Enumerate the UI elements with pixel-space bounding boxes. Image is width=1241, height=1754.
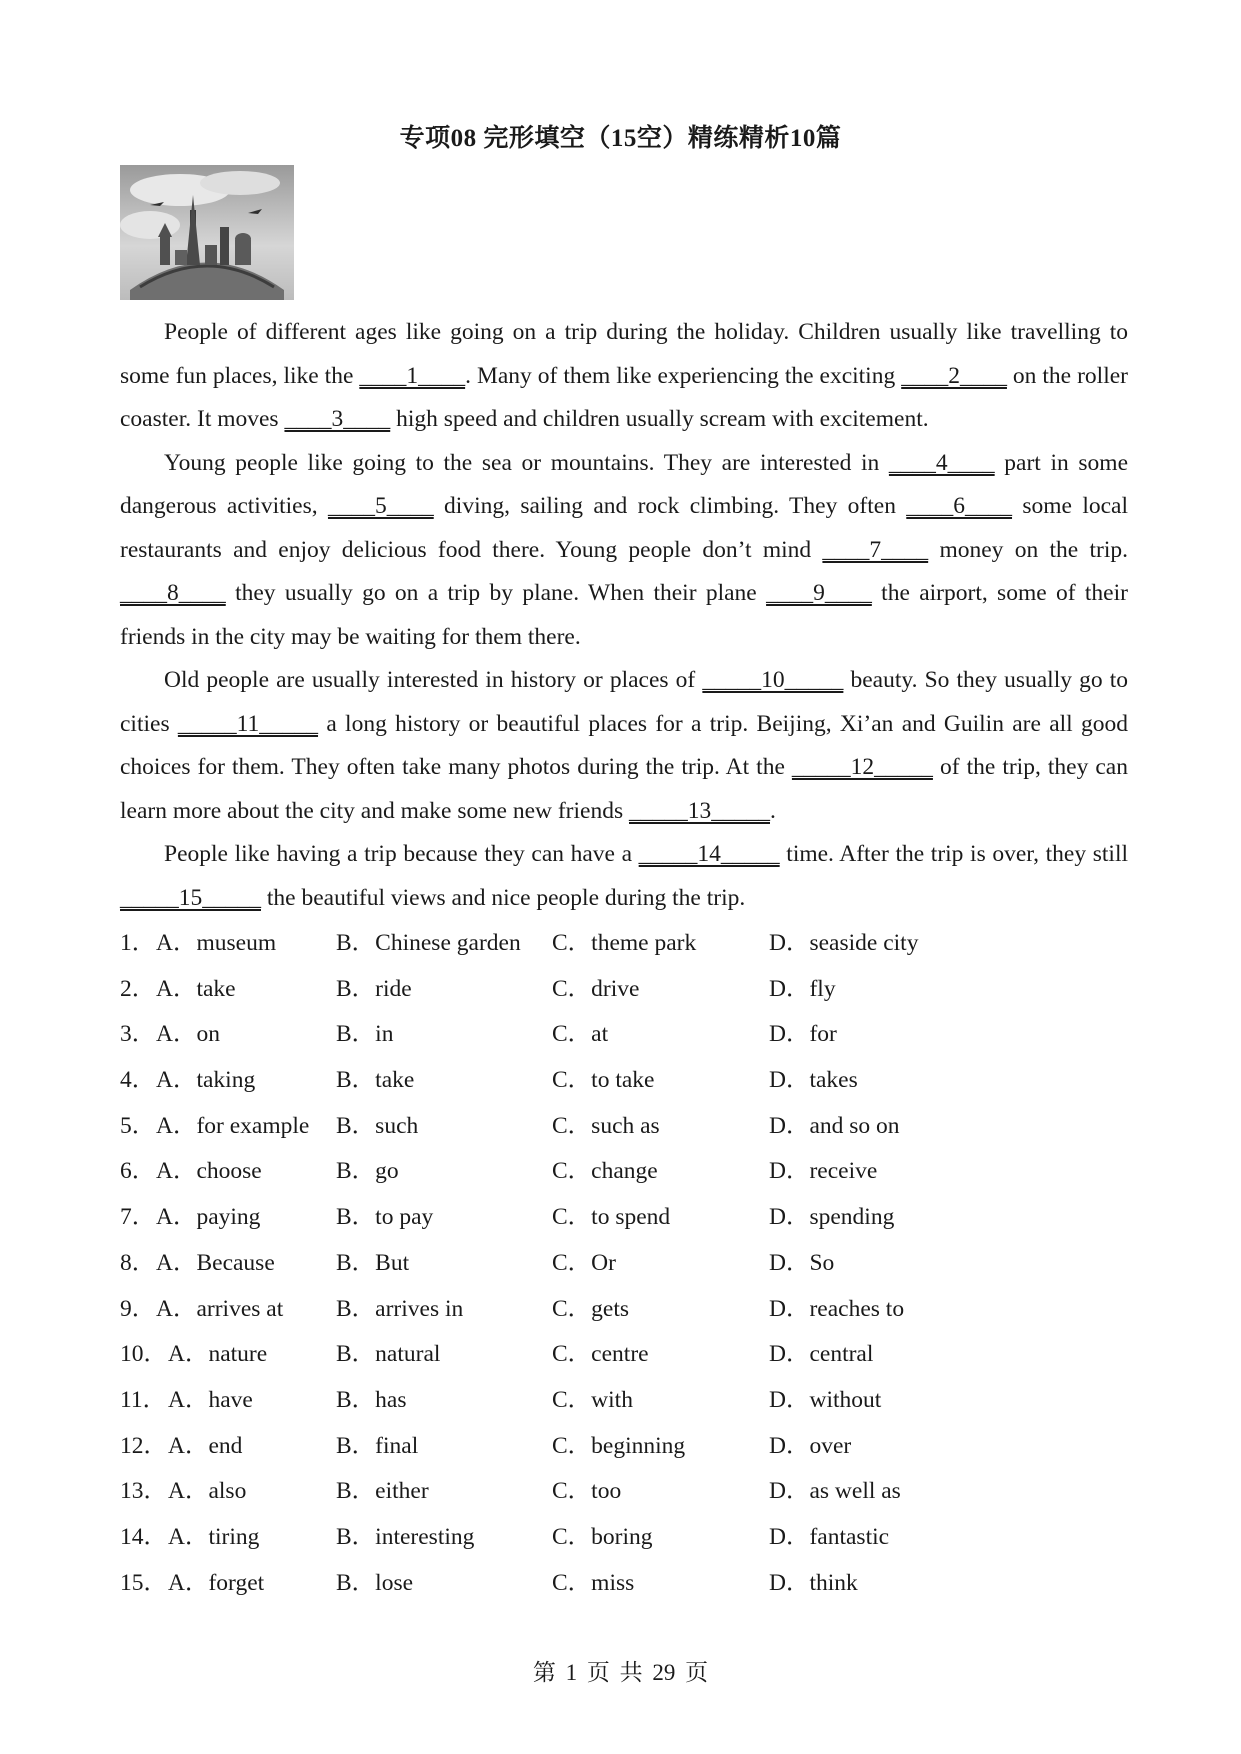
question-number: 13．	[120, 1478, 167, 1505]
option-b[interactable]: B．final	[336, 1432, 419, 1459]
passage-text: time. After the trip is over, they still	[779, 841, 1129, 867]
option-d[interactable]: D．spending	[769, 1204, 895, 1231]
option-b[interactable]: B．in	[336, 1021, 394, 1048]
cloze-blank: _____14_____	[638, 841, 780, 867]
cloze-blank: _____10_____	[702, 667, 844, 693]
question-number: 8．	[120, 1249, 156, 1276]
passage-text: People of different ages like going on a trip during the holiday. Children usually like travelling to some fun places, like the	[120, 319, 1128, 389]
option-c[interactable]: C．at	[552, 1021, 609, 1048]
question-row	[120, 1012, 1128, 1058]
world-landmarks-globe-icon	[120, 165, 294, 300]
option-c[interactable]: C．with	[552, 1386, 633, 1413]
passage-text: People like having a trip because they can have a	[164, 841, 639, 867]
option-a[interactable]: A．on	[156, 1021, 220, 1048]
cloze-blank: ____9____	[766, 580, 872, 606]
option-d[interactable]: D．fantastic	[769, 1523, 890, 1550]
passage-text: Old people are usually interested in history or places of	[164, 667, 703, 693]
question-row	[120, 1195, 1128, 1241]
question-row	[120, 1469, 1128, 1515]
question-row	[120, 1149, 1128, 1195]
question-row	[120, 921, 1128, 967]
option-b[interactable]: B．But	[336, 1249, 410, 1276]
option-d[interactable]: D．reaches to	[769, 1295, 905, 1322]
option-b[interactable]: B．go	[336, 1158, 399, 1185]
cloze-blank: ____7____	[822, 536, 929, 563]
cloze-blank: ____2____	[901, 362, 1007, 389]
question-row	[120, 1378, 1128, 1424]
cloze-blank: _____11_____	[177, 710, 319, 737]
cloze-blank: _____13_____	[629, 797, 770, 824]
question-number: 12．	[120, 1432, 167, 1459]
option-d[interactable]: D．for	[769, 1021, 837, 1048]
option-a[interactable]: A．for example	[156, 1112, 310, 1139]
passage-text: some local restaurants and enjoy delicious food there. Young people don’t mind	[120, 493, 1128, 563]
option-b[interactable]: B．to pay	[336, 1204, 434, 1231]
cloze-blank: ____6____	[906, 493, 1013, 519]
question-row	[120, 1058, 1128, 1104]
option-c[interactable]: C．drive	[552, 975, 640, 1002]
option-a[interactable]: A．arrives at	[156, 1295, 284, 1322]
cloze-blank: ____1____	[359, 362, 466, 389]
passage-paragraph	[120, 442, 1128, 660]
cloze-blank: _____15_____	[120, 884, 261, 911]
question-row	[120, 1515, 1128, 1561]
option-a[interactable]: A．Because	[156, 1249, 275, 1276]
option-b[interactable]: B．such	[336, 1112, 419, 1139]
option-d[interactable]: D．receive	[769, 1158, 878, 1185]
option-c[interactable]: C．to spend	[552, 1204, 671, 1231]
option-c[interactable]: C．gets	[552, 1295, 630, 1322]
passage-text: diving, sailing and rock climbing. They often	[433, 493, 907, 519]
option-b[interactable]: B．arrives in	[336, 1295, 464, 1322]
option-a[interactable]: A．have	[168, 1386, 253, 1413]
option-a[interactable]: A．nature	[168, 1341, 268, 1368]
question-number: 3．	[120, 1021, 156, 1048]
answer-options	[120, 921, 1128, 1606]
question-number: 2．	[120, 975, 156, 1002]
option-b[interactable]: B．natural	[336, 1341, 441, 1368]
page-title: 专项08 完形填空（15空）精练精析10篇	[399, 125, 842, 152]
option-a[interactable]: A．also	[168, 1478, 247, 1505]
passage-text: a long history or beautiful places for a trip. Beijing, Xi’an and Guilin are all good choices for them. They often take many photos during the trip. At the	[120, 710, 1129, 780]
question-number: 4．	[120, 1067, 156, 1094]
cloze-blank: ____3____	[284, 406, 391, 432]
option-a[interactable]: A．end	[168, 1432, 243, 1459]
question-number: 7．	[120, 1204, 156, 1231]
option-b[interactable]: B．interesting	[336, 1523, 475, 1550]
passage-text: of the trip, they can learn more about the city and make some new friends	[120, 754, 1128, 824]
option-d[interactable]: D．seaside city	[769, 930, 919, 956]
question-number: 6．	[120, 1158, 156, 1185]
question-number: 1．	[120, 930, 156, 956]
cloze-blank: ____8____	[120, 580, 226, 606]
option-b[interactable]: B．has	[336, 1386, 407, 1413]
question-row	[120, 1561, 1128, 1607]
passage-text: Young people like going to the sea or mountains. They are interested in	[164, 449, 889, 476]
question-number: 14．	[120, 1523, 167, 1550]
option-c[interactable]: C．boring	[552, 1523, 653, 1550]
option-c[interactable]: C．miss	[552, 1569, 635, 1596]
option-b[interactable]: B．either	[336, 1478, 429, 1505]
option-c[interactable]: C．Or	[552, 1249, 616, 1276]
option-d[interactable]: D．takes	[769, 1067, 858, 1094]
passage-text: the beautiful views and nice people during the trip.	[261, 884, 746, 911]
option-c[interactable]: C．such as	[552, 1112, 660, 1139]
cloze-passage	[120, 311, 1128, 920]
option-b[interactable]: B．take	[336, 1067, 415, 1094]
question-number: 10．	[120, 1341, 167, 1368]
passage-text: on the roller coaster. It moves	[120, 362, 1128, 432]
option-a[interactable]: A．museum	[156, 930, 277, 956]
passage-text: high speed and children usually scream with excitement.	[390, 406, 929, 432]
question-row	[120, 1104, 1128, 1150]
question-row	[120, 1241, 1128, 1287]
passage-text: . Many of them like experiencing the exciting	[465, 362, 902, 389]
passage-text: part in some dangerous activities,	[120, 449, 1128, 519]
option-d[interactable]: D．central	[769, 1341, 874, 1368]
option-d[interactable]: D．as well as	[769, 1478, 901, 1505]
question-row	[120, 1332, 1128, 1378]
passage-text: money on the trip.	[928, 536, 1128, 563]
option-d[interactable]: D．So	[769, 1249, 835, 1276]
option-a[interactable]: A．take	[156, 975, 236, 1002]
cloze-blank: ____4____	[888, 449, 995, 476]
option-d[interactable]: D．over	[769, 1432, 852, 1459]
option-a[interactable]: A．tiring	[168, 1523, 260, 1550]
question-row	[120, 1424, 1128, 1470]
option-a[interactable]: A．taking	[156, 1067, 256, 1094]
question-number: 5．	[120, 1112, 156, 1139]
page-number: 第 1 页 共 29 页	[532, 1660, 709, 1685]
question-row	[120, 967, 1128, 1013]
cloze-blank: ____5____	[327, 493, 434, 519]
option-d[interactable]: D．and so on	[769, 1112, 900, 1139]
passage-text: they usually go on a trip by plane. When their plane	[225, 580, 767, 606]
option-c[interactable]: C．too	[552, 1478, 622, 1505]
option-c[interactable]: C．centre	[552, 1341, 649, 1368]
question-number: 9．	[120, 1295, 156, 1322]
option-a[interactable]: A．paying	[156, 1204, 261, 1231]
option-b[interactable]: B．ride	[336, 975, 412, 1002]
question-row	[120, 1287, 1128, 1333]
passage-paragraph	[120, 833, 1128, 920]
option-d[interactable]: D．think	[769, 1569, 858, 1596]
question-number: 11．	[120, 1386, 167, 1413]
question-number: 15．	[120, 1569, 167, 1596]
option-a[interactable]: A．choose	[156, 1158, 262, 1185]
option-a[interactable]: A．forget	[168, 1569, 265, 1596]
option-c[interactable]: C．theme park	[552, 930, 697, 956]
option-b[interactable]: B．lose	[336, 1569, 414, 1596]
passage-paragraph	[120, 659, 1128, 833]
cloze-blank: _____12_____	[791, 754, 933, 780]
option-c[interactable]: C．beginning	[552, 1432, 686, 1459]
passage-text: .	[770, 797, 776, 824]
passage-paragraph	[120, 311, 1128, 442]
passage-text: the airport, some of their friends in the city may be waiting for them there.	[120, 580, 1128, 650]
option-c[interactable]: C．to take	[552, 1067, 655, 1094]
option-c[interactable]: C．change	[552, 1158, 658, 1185]
option-d[interactable]: D．fly	[769, 975, 836, 1002]
option-b[interactable]: B．Chinese garden	[336, 930, 521, 956]
passage-text: beauty. So they usually go to cities	[120, 667, 1128, 737]
option-d[interactable]: D．without	[769, 1386, 882, 1413]
